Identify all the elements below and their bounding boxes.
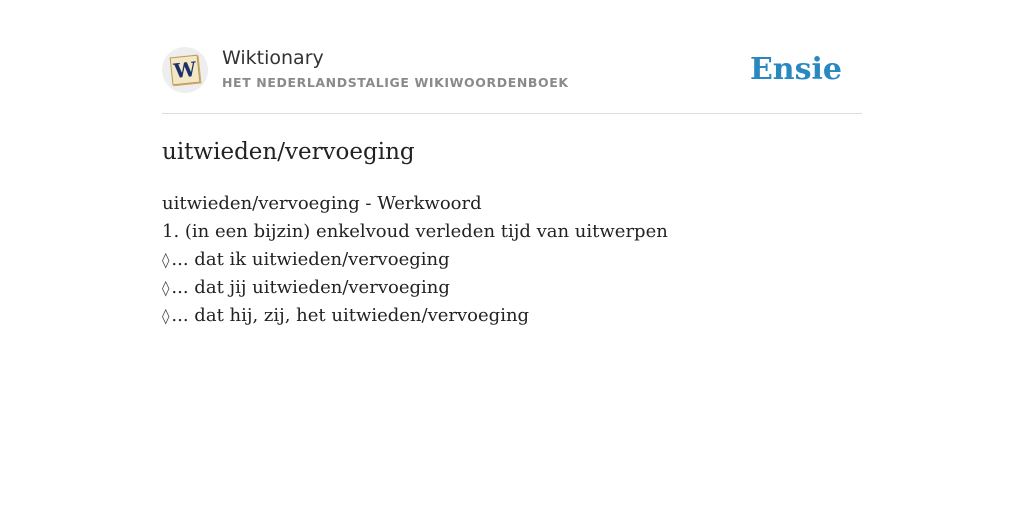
- diamond-icon: ◊: [162, 279, 170, 297]
- site-header: [162, 44, 862, 114]
- site-name[interactable]: Wiktionary: [222, 47, 324, 69]
- definition-content: [162, 190, 668, 330]
- site-tagline: HET NEDERLANDSTALIGE WIKIWOORDENBOEK: [222, 75, 569, 90]
- example-text: ... dat jij uitwieden/vervoeging: [171, 277, 450, 298]
- example-item: [162, 246, 668, 274]
- wiktionary-logo-icon: W: [170, 55, 201, 86]
- diamond-icon: ◊: [162, 251, 170, 269]
- page-container: [162, 44, 862, 326]
- ensie-brand-link[interactable]: Ensie: [749, 52, 842, 87]
- definition-text: 1. (in een bijzin) enkelvoud verleden tijd van uitwerpen: [162, 221, 668, 242]
- example-item: [162, 274, 668, 302]
- wiktionary-logo[interactable]: [162, 47, 208, 93]
- example-item: [162, 302, 668, 330]
- diamond-icon: ◊: [162, 307, 170, 325]
- example-text: ... dat hij, zij, het uitwieden/vervoeging: [171, 305, 530, 326]
- definition-heading: uitwieden/vervoeging - Werkwoord: [162, 193, 482, 214]
- example-text: ... dat ik uitwieden/vervoeging: [171, 249, 450, 270]
- page-title: uitwieden/vervoeging: [162, 139, 415, 165]
